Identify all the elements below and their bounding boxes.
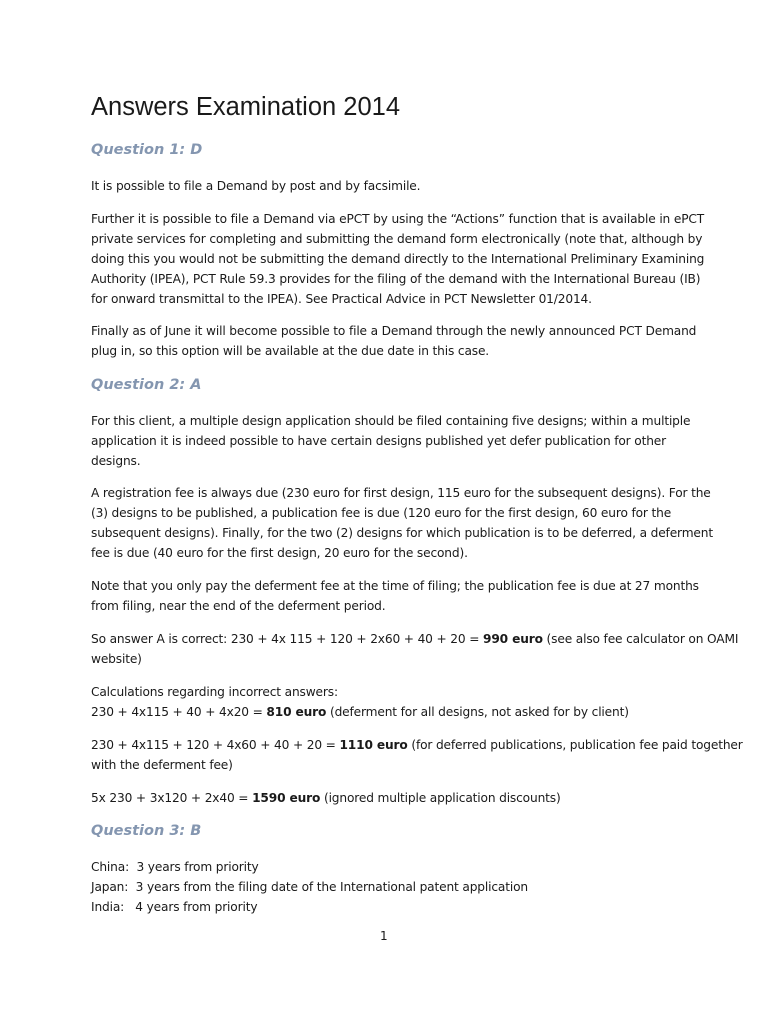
text-line: Japan: 3 years from the filing date of the International patent application xyxy=(91,880,528,894)
question-2-incorrect-calculations xyxy=(91,682,691,722)
calc-text: 230 + 4x115 + 40 + 4x20 = xyxy=(91,705,267,719)
text-line: India: 4 years from priority xyxy=(91,900,258,914)
text-line: Authority (IPEA), PCT Rule 59.3 provides for the filing of the demand with the International Bureau (IB) xyxy=(91,272,701,286)
page-number: 1 xyxy=(380,929,388,943)
text-line: It is possible to file a Demand by post and by facsimile. xyxy=(91,179,421,193)
text-line: application it is indeed possible to have certain designs published yet defer publication for other xyxy=(91,434,666,448)
text-line: fee is due (40 euro for the first design, 20 euro for the second). xyxy=(91,546,468,560)
text-line xyxy=(91,702,691,722)
text-line: Further it is possible to file a Demand via ePCT by using the “Actions” function that is available in ePCT xyxy=(91,212,705,226)
text-line: Calculations regarding incorrect answers: xyxy=(91,685,338,699)
text-line: subsequent designs). Finally, for the two (2) designs for which publication is to be deferred, a deferment xyxy=(91,526,713,540)
question-2-incorrect-calculation-2 xyxy=(91,735,743,775)
question-1-paragraph-1 xyxy=(91,176,691,196)
question-3-answer-list xyxy=(91,857,691,917)
calc-result: 1590 euro xyxy=(252,791,321,805)
calc-note: (deferment for all designs, not asked for by client) xyxy=(326,705,629,719)
calc-text: 5x 230 + 3x120 + 2x40 = xyxy=(91,791,253,805)
text-line: from filing, near the end of the deferment period. xyxy=(91,599,386,613)
question-1-paragraph-2 xyxy=(91,209,705,309)
text-line xyxy=(91,788,691,808)
text-line: For this client, a multiple design application should be filed containing five designs; within a multiple xyxy=(91,414,691,428)
question-2-paragraph-1 xyxy=(91,411,691,471)
text-line: private services for completing and submitting the demand form electronically (note that, although by xyxy=(91,232,703,246)
text-line xyxy=(91,629,739,649)
question-2-paragraph-3 xyxy=(91,576,699,616)
text-line: China: 3 years from priority xyxy=(91,860,259,874)
question-2-heading: Question 2: A xyxy=(91,377,202,393)
text-line xyxy=(91,735,743,755)
text-line: A registration fee is always due (230 euro for first design, 115 euro for the subsequent designs). For the xyxy=(91,486,711,500)
question-1-paragraph-3 xyxy=(91,321,697,361)
calc-text: So answer A is correct: 230 + 4x 115 + 120 + 2x60 + 40 + 20 = xyxy=(91,632,484,646)
text-line: for onward transmittal to the IPEA). See Practical Advice in PCT Newsletter 01/2014. xyxy=(91,292,592,306)
text-line: designs. xyxy=(91,454,141,468)
question-1-heading: Question 1: D xyxy=(91,142,203,158)
calc-result: 990 euro xyxy=(483,632,543,646)
calc-note: (see also fee calculator on OAMI xyxy=(542,632,739,646)
text-line: doing this you would not be submitting the demand directly to the International Preliminary Examining xyxy=(91,252,705,266)
page-title: Answers Examination 2014 xyxy=(91,93,401,121)
text-line: plug in, so this option will be available at the due date in this case. xyxy=(91,344,490,358)
text-line: website) xyxy=(91,652,142,666)
question-3-heading: Question 3: B xyxy=(91,823,202,839)
question-2-paragraph-2 xyxy=(91,483,713,563)
question-2-answer-calculation xyxy=(91,629,739,669)
calc-result: 1110 euro xyxy=(339,738,408,752)
text-line: Finally as of June it will become possible to file a Demand through the newly announced PCT Demand xyxy=(91,324,697,338)
text-line: Note that you only pay the deferment fee at the time of filing; the publication fee is due at 27 months xyxy=(91,579,699,593)
text-line: (3) designs to be published, a publication fee is due (120 euro for the first design, 60 euro for the xyxy=(91,506,672,520)
text-line: with the deferment fee) xyxy=(91,758,233,772)
question-2-incorrect-calculation-3 xyxy=(91,788,691,808)
calc-note: (ignored multiple application discounts) xyxy=(320,791,561,805)
calc-note: (for deferred publications, publication fee paid together xyxy=(407,738,743,752)
calc-text: 230 + 4x115 + 120 + 4x60 + 40 + 20 = xyxy=(91,738,340,752)
calc-result: 810 euro xyxy=(266,705,327,719)
